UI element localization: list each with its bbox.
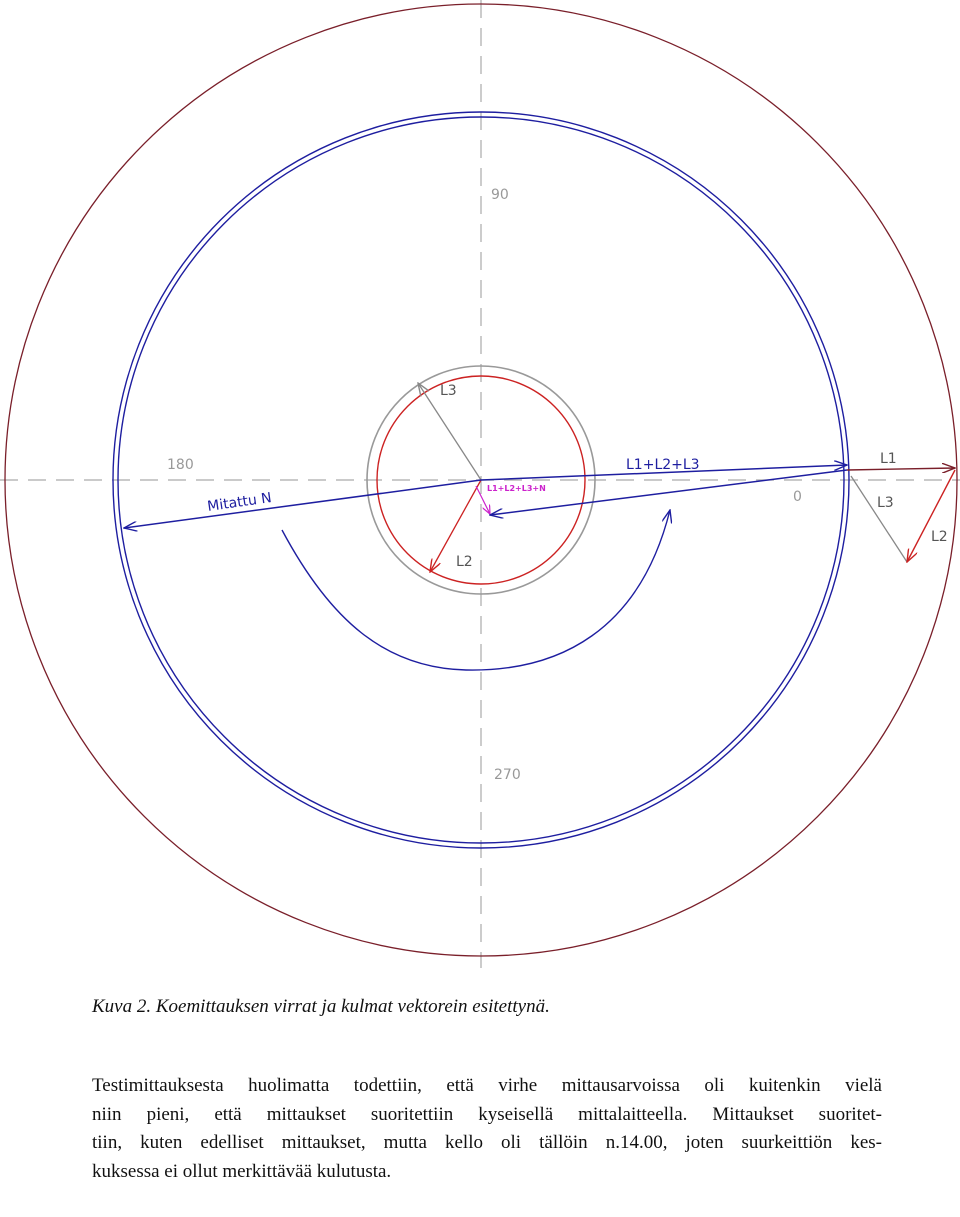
angle-label-90: 90: [491, 187, 509, 203]
angle-label-180: 180: [167, 457, 194, 473]
angle-label-0: 0: [793, 489, 802, 505]
figure-caption: Kuva 2. Koemittauksen virrat ja kulmat vektorein esitettynä.: [92, 996, 550, 1017]
paragraph-line: niin pieni, että mittaukset suoritettiin kyseisellä mittalaitteella. Mittaukset suoritet-: [92, 1103, 882, 1125]
rotation-arc: [282, 510, 670, 670]
label-l2-right: L2: [931, 529, 948, 545]
label-l2-inner: L2: [456, 554, 473, 570]
paragraph-line: kuksessa ei ollut merkittävää kulutusta.: [92, 1160, 392, 1182]
label-measured-n: Mitattu N: [206, 490, 273, 515]
label-l3-inner: L3: [440, 383, 457, 399]
label-sum-inner: L1+L2+L3+N: [487, 484, 546, 493]
vector-measured-n: [124, 480, 481, 528]
vector-l2-right: [907, 470, 955, 562]
angle-label-270: 270: [494, 767, 521, 783]
body-paragraph: [92, 1072, 882, 1186]
paragraph-line: Testimittauksesta huolimatta todettiin, että virhe mittausarvoissa oli kuitenkin vielä: [92, 1075, 882, 1096]
vector-l3-right: [851, 476, 907, 562]
label-l1-right: L1: [880, 451, 897, 467]
label-sum-outer: L1+L2+L3: [626, 457, 700, 473]
label-l3-right: L3: [877, 495, 894, 511]
paragraph-line: tiin, kuten edelliset mittaukset, mutta kello oli tällöin n.14.00, joten suurkeittiön kes-: [92, 1132, 882, 1153]
vector-l1-right: [847, 468, 955, 470]
